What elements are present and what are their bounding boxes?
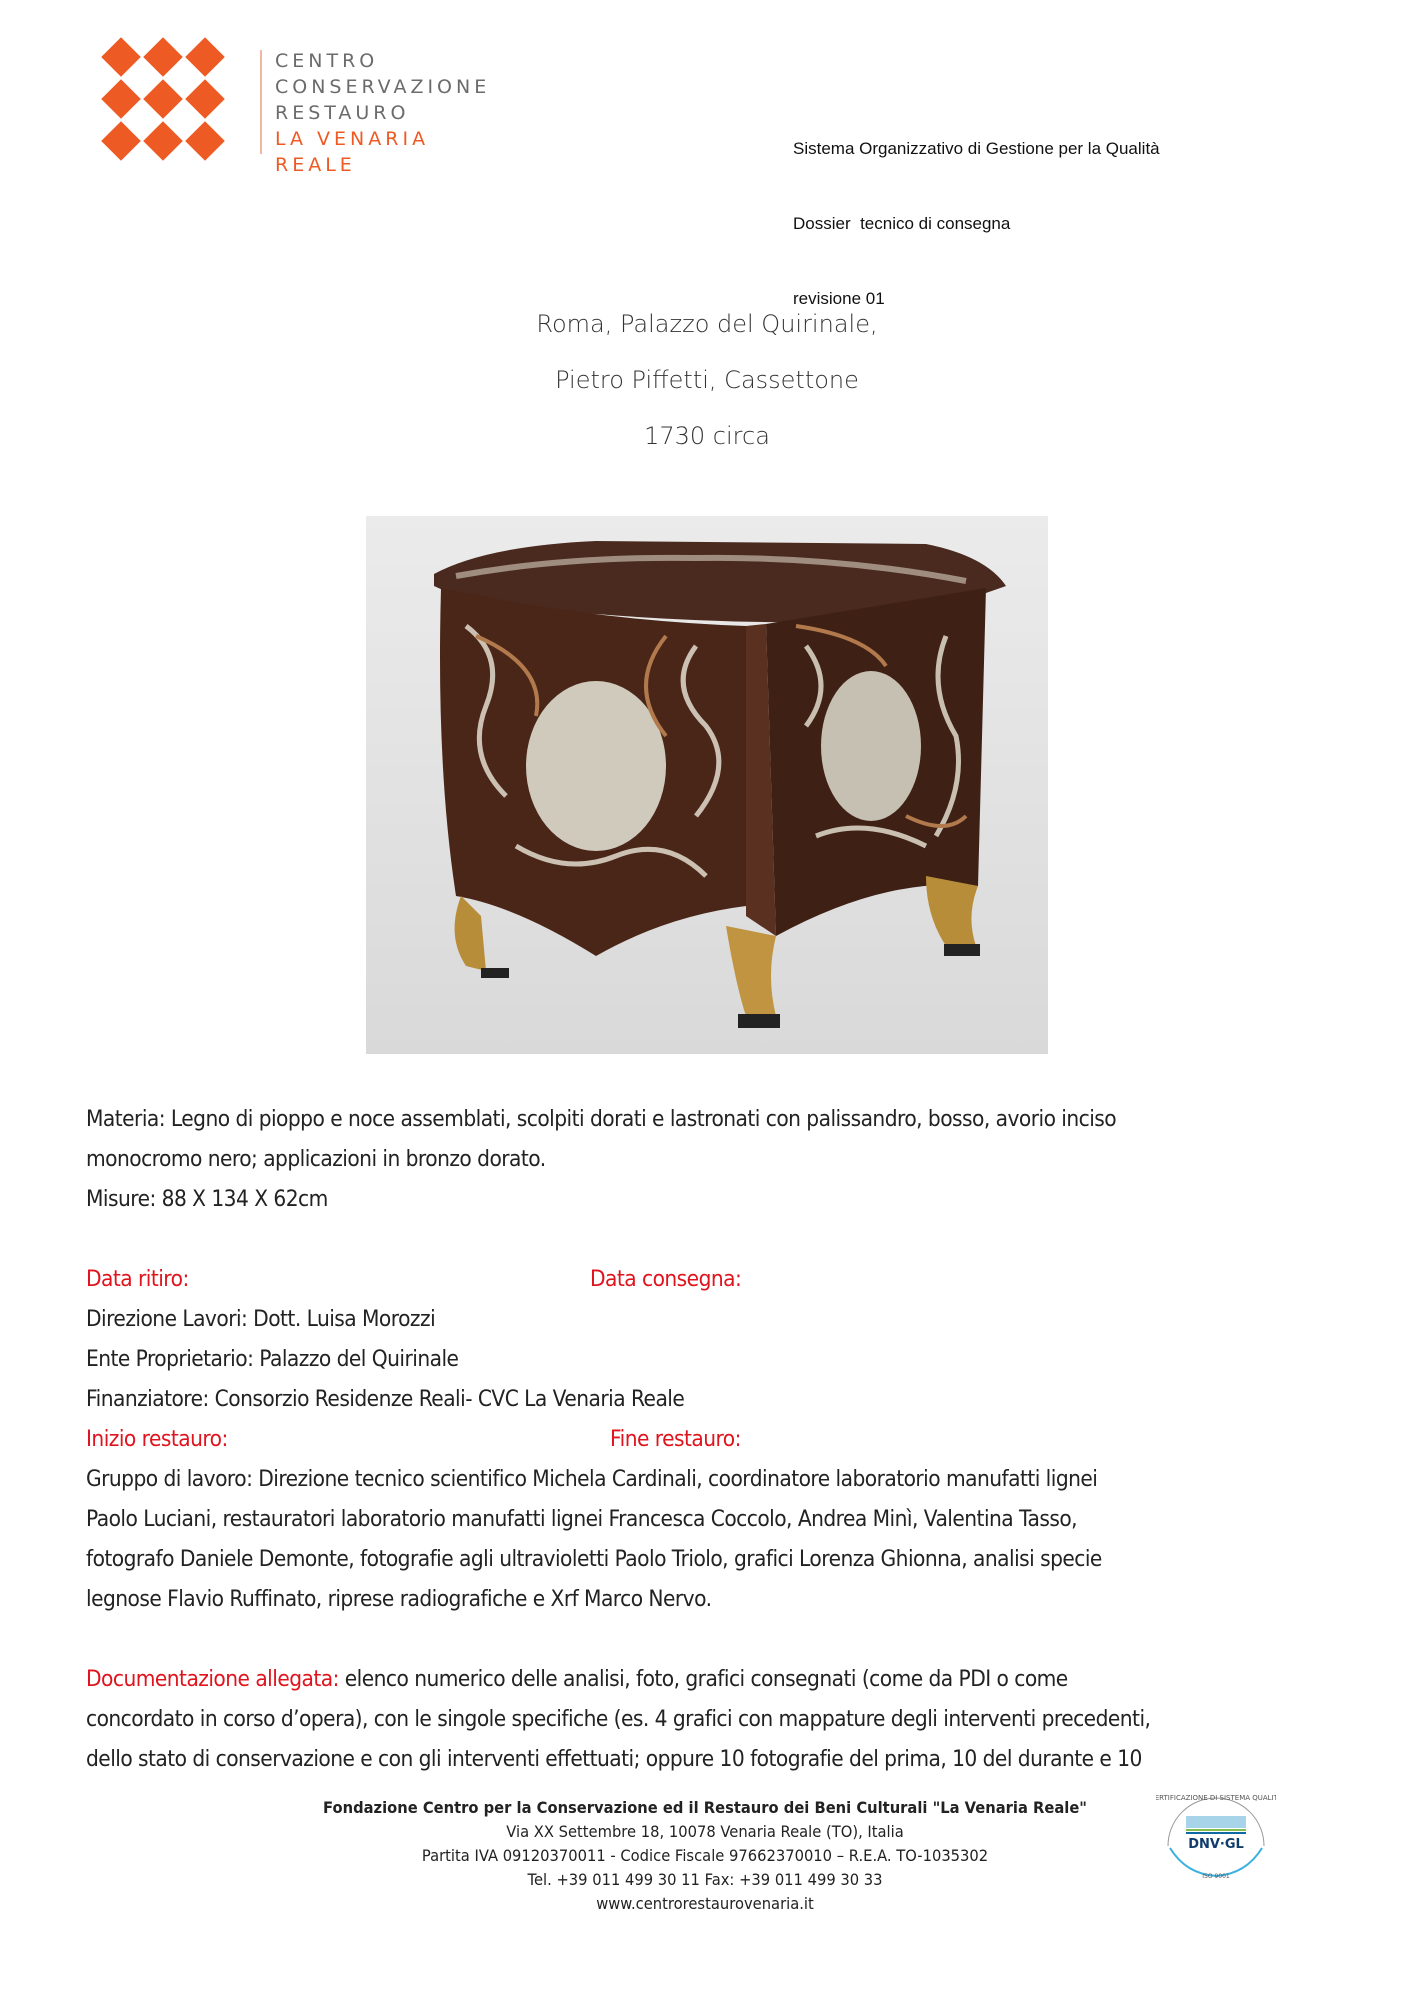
tax-info: Partita IVA 09120370011 - Codice Fiscale 97662370010 – R.E.A. TO-1035302 (421, 1846, 989, 1865)
revision-label: revisione 01 (793, 289, 885, 308)
gruppo-lavoro-line: fotografo Daniele Demonte, fotografie agli ultravioletti Paolo Triolo, grafici Lorenza Ghionna, analisi specie (86, 1547, 1102, 1572)
data-ritiro-label: Data ritiro: (86, 1267, 189, 1292)
inizio-restauro-label: Inizio restauro: (86, 1427, 228, 1452)
documentazione-line (86, 1660, 1068, 1700)
dossier-label: Dossier tecnico di consegna (793, 214, 1011, 233)
phone-fax: Tel. +39 011 499 30 11 Fax: +39 011 499 30 33 (527, 1870, 883, 1889)
title-location: Roma, Palazzo del Quirinale, (536, 310, 878, 338)
documentazione-line: concordato in corso d’opera), con le singole specifiche (es. 4 grafici con mappature degli interventi precedenti, (86, 1707, 1151, 1732)
cassettone-image (366, 516, 1048, 1054)
title-artwork: Pietro Piffetti, Cassettone (555, 366, 859, 394)
logo-line: CENTRO (275, 50, 379, 72)
svg-text:DNV·GL: DNV·GL (1188, 1837, 1244, 1852)
materia-line: Materia: Legno di pioppo e noce assemblati, scolpiti dorati e lastronati con palissandro, bosso, avorio inciso (86, 1107, 1117, 1132)
address: Via XX Settembre 18, 10078 Venaria Reale (TO), Italia (506, 1822, 904, 1841)
gruppo-lavoro-line: Paolo Luciani, restauratori laboratorio manufatti lignei Francesca Coccolo, Andrea Minì, Valentina Tasso, (86, 1507, 1078, 1532)
logo-line: RESTAURO (275, 102, 410, 124)
gruppo-lavoro-line: Gruppo di lavoro: Direzione tecnico scientifico Michela Cardinali, coordinatore laboratorio manufatti lignei (86, 1467, 1098, 1492)
fine-restauro-label: Fine restauro: (610, 1427, 741, 1452)
logo-line: CONSERVAZIONE (275, 76, 491, 98)
title-date: 1730 circa (644, 422, 770, 450)
documentazione-line: dello stato di conservazione e con gli interventi effettuati; oppure 10 fotografie del prima, 10 del durante e 10 (86, 1747, 1142, 1772)
gruppo-lavoro-line: legnose Flavio Ruffinato, riprese radiografiche e Xrf Marco Nervo. (86, 1587, 712, 1612)
foundation-name: Fondazione Centro per la Conservazione ed il Restauro dei Beni Culturali "La Venaria Reale" (323, 1798, 1087, 1817)
page-footer (277, 1796, 1133, 1916)
diamond-grid-icon (100, 36, 235, 166)
documentazione-text: elenco numerico delle analisi, foto, grafici consegnati (come da PDI o come (338, 1667, 1068, 1692)
website-link[interactable]: www.centrorestaurovenaria.it (596, 1894, 814, 1913)
logo-accent-line: LA VENARIA REALE (275, 128, 430, 176)
iso-certification-badge (1156, 1786, 1276, 1886)
artwork-photo (366, 516, 1048, 1054)
logo-wordmark (275, 48, 500, 178)
document-header-info (793, 86, 1160, 336)
logo-divider (260, 50, 262, 154)
quality-system-label: Sistema Organizzativo di Gestione per la Qualità (793, 139, 1160, 158)
finanziatore-line: Finanziatore: Consorzio Residenze Reali- CVC La Venaria Reale (86, 1387, 685, 1412)
direzione-lavori-line: Direzione Lavori: Dott. Luisa Morozzi (86, 1307, 436, 1332)
svg-text:CERTIFICAZIONE DI SISTEMA QUAL: CERTIFICAZIONE DI SISTEMA QUALITÀ (1156, 1794, 1276, 1802)
ente-proprietario-line: Ente Proprietario: Palazzo del Quirinale (86, 1347, 459, 1372)
svg-text:ISO 9001: ISO 9001 (1202, 1873, 1230, 1880)
materia-line: monocromo nero; applicazioni in bronzo dorato. (86, 1147, 546, 1172)
data-consegna-label: Data consegna: (590, 1267, 742, 1292)
misure-line: Misure: 88 X 134 X 62cm (86, 1187, 328, 1212)
documentazione-label: Documentazione allegata: (86, 1667, 339, 1692)
organization-logo (100, 36, 500, 176)
dnv-gl-certification-icon (1156, 1786, 1276, 1886)
